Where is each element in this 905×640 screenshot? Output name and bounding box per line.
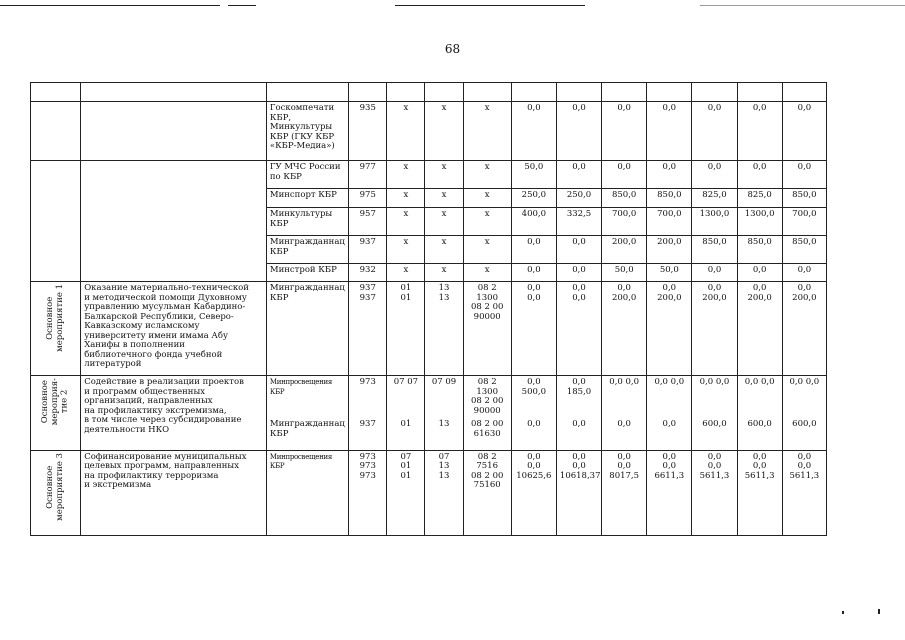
scan-line <box>0 5 220 6</box>
agency-cell: Минспорт КБР <box>266 189 348 208</box>
agency-cell: Мингражданнац КБР <box>266 418 348 450</box>
agency-cell: Минпросвещения КБР <box>266 376 348 419</box>
table-row: Мингражданнац КБР 937 х х х 0,0 0,0 200,0 200,0 850,0 850,0 850,0 <box>31 236 827 264</box>
agency-cell: Госкомпечати КБР, Минкультуры КБР (ГКУ КБР «КБР-Медиа») <box>266 102 348 161</box>
scan-line <box>700 5 905 6</box>
agency-cell: Минстрой КБР <box>266 264 348 282</box>
measure-description: Оказание материально-технической и методической помощи Духовному управлению мусульман Кабардино- Балкарской Республики, Северо- Кавказскому исламскому университету имени имама Абу Ханифы в пополнении библиотечного фонда учебной литературой <box>81 282 267 376</box>
table-row: Основное мероприятие 1 Оказание материально-технической и методической помощи Духовному управлению мусульман Кабардино- Балкарской Республики, Северо- Кавказскому исламскому университету имени имама Абу Ханифы в пополнении библиотечного фонда учебной литературой Мингражданнац КБР 937 937 01 01 13 13 08 2 1300 08 2 00 90000 0,0 0,0 0,0 0,0 0,0 200,0 0,0 200,0 0,0 200,0 0,0 200,0 0,0 200,0 <box>31 282 827 376</box>
scan-line <box>228 5 256 6</box>
header-row <box>31 83 827 102</box>
measure-description: Содействие в реализации проектов и программ общественных организаций, направленных на профилактику экстремизма, в том числе через субсидирование деятельности НКО <box>81 376 267 451</box>
table-row: ГУ МЧС России по КБР 977 х х х 50,0 0,0 0,0 0,0 0,0 0,0 0,0 <box>31 161 827 189</box>
scan-speck <box>842 611 844 614</box>
page-number: 68 <box>444 42 461 56</box>
measure-label: Основное мероприя- тие 2 <box>39 378 70 426</box>
scan-speck <box>878 609 880 614</box>
table-row: Минспорт КБР 975 х х х 250,0 250,0 850,0 850,0 825,0 825,0 850,0 <box>31 189 827 208</box>
agency-cell: Мингражданнац КБР <box>266 282 348 376</box>
agency-cell: Минпросвещения КБР <box>266 450 348 535</box>
scan-line <box>395 5 585 6</box>
table-row: Основное мероприя- тие 2 Содействие в реализации проектов и программ общественных организаций, направленных на профилактику экстремизма, в том числе через субсидирование деятельности НКО Минпросвещения КБР 973 07 07 07 09 08 2 1300 08 2 00 90000 0,0 500,0 0,0 185,0 0,0 0,0 0,0 0,0 0,0 0,0 0,0 0,0 0,0 0,0 <box>31 376 827 419</box>
table-row: Мингражданнац КБР 937 01 13 08 2 00 61630 0,0 0,0 0,0 0,0 600,0 600,0 600,0 <box>31 418 827 450</box>
agency-cell: Минкультуры КБР <box>266 208 348 236</box>
budget-table <box>30 82 827 536</box>
measure-label: Основное мероприятие 3 <box>44 452 65 521</box>
measure-description: Софинансирование муниципальных целевых программ, направленных на профилактику терроризма и экстремизма <box>81 450 267 535</box>
table-row: Госкомпечати КБР, Минкультуры КБР (ГКУ КБР «КБР-Медиа») 935 х х х 0,0 0,0 0,0 0,0 0,0 0,0 0,0 <box>31 102 827 161</box>
table-row: Минкультуры КБР 957 х х х 400,0 332,5 700,0 700,0 1300,0 1300,0 700,0 <box>31 208 827 236</box>
agency-cell: ГУ МЧС России по КБР <box>266 161 348 189</box>
table-row: Основное мероприятие 3 Софинансирование муниципальных целевых программ, направленных на профилактику терроризма и экстремизма Минпросвещения КБР 973 973 973 07 01 01 07 13 13 08 2 7516 08 2 00 75160 0,0 0,0 10625,6 0,0 0,0 10618,37 0,0 0,0 8017,5 0,0 0,0 6611,3 0,0 0,0 5611,3 0,0 0,0 5611,3 0,0 0,0 5611,3 <box>31 450 827 535</box>
agency-cell: Мингражданнац КБР <box>266 236 348 264</box>
table-row: Минстрой КБР 932 х х х 0,0 0,0 50,0 50,0 0,0 0,0 0,0 <box>31 264 827 282</box>
measure-label: Основное мероприятие 1 <box>44 284 65 352</box>
